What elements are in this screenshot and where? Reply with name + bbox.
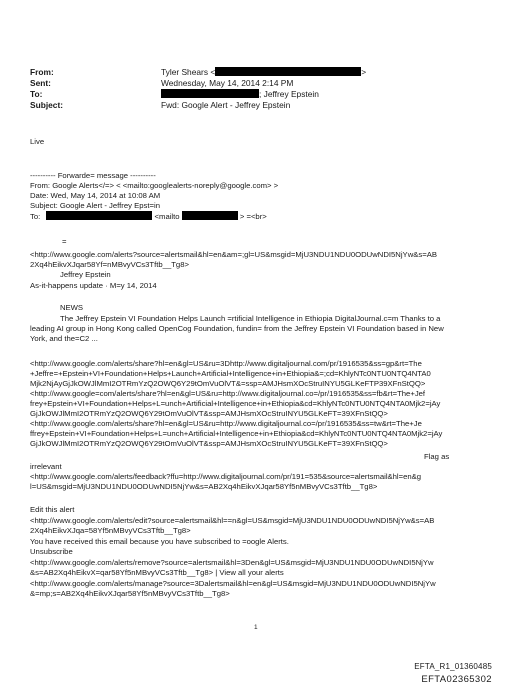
- share-link-cont[interactable]: frey+Epstein+VI+Foundation+Helps+L=unch+Artificial+Intelligence+in+Ethiopia&cd=KhlyNTc0NTU0NTQ4NTA0Mjk2=jAy: [30, 399, 441, 408]
- redaction-block: [215, 67, 361, 76]
- redaction-block: [182, 211, 238, 220]
- edit-link-cont[interactable]: 2Xq4hEikvXJqa=58Yf5nMBvyVCs3Tftb__Tg8>: [30, 526, 191, 535]
- share-link[interactable]: <http://www.google.com/alerts/share?hl=en&gl=US&ru=3Dhttp://www.digitaljournal.com/pr/1916535&ss=gp&rt=The: [30, 359, 422, 368]
- page-number: 1: [254, 624, 258, 631]
- subject-label: Subject:: [30, 100, 64, 110]
- to-value: ; Jeffrey Epstein: [259, 89, 319, 99]
- unsubscribe-label[interactable]: Unsubscribe: [30, 547, 73, 556]
- edit-alert-label[interactable]: Edit this alert: [30, 505, 75, 514]
- irrelevant-link[interactable]: irrelevant: [30, 462, 62, 471]
- share-link-cont[interactable]: ffrey+Epstein+VI+Foundation+Helps+L=unch+Artificial+Intelligence+in+Ethiopia&cd=KhlyNTc0NTU0NTQ4NTA0Mjk2=jAy: [30, 429, 443, 438]
- edit-link[interactable]: <http://www.google.com/alerts/edit?source=alertsmail&hl==n&gl=US&msgid=MjU3NDU1NDU0ODUwNDI5NjYw&s=AB: [30, 516, 435, 525]
- forward-separator: ---------- Forwarde= message ----------: [30, 171, 156, 180]
- news-label: NEWS: [60, 303, 84, 312]
- redaction-block: [161, 89, 259, 98]
- manage-link-cont[interactable]: &=mp;s=AB2Xq4hEikvXJqar58Yf5nMBvyVCs3Tftb__Tg8>: [30, 589, 230, 598]
- forward-from: From: Google Alerts</=> < <mailto:googlealerts-noreply@google.com> >: [30, 181, 279, 190]
- from-label: From:: [30, 67, 54, 77]
- news-snippet-end: York, and the=C2 ...: [30, 334, 98, 343]
- flag-as-link[interactable]: Flag as: [424, 452, 450, 461]
- forward-to: To: <mailto > =<br>: [30, 212, 267, 221]
- equals-mark: =: [62, 237, 67, 246]
- sent-value: Wednesday, May 14, 2014 2:14 PM: [161, 78, 294, 88]
- alert-name: Jeffrey Epstein: [60, 270, 111, 279]
- sent-label: Sent:: [30, 78, 51, 88]
- share-link[interactable]: <http://www.google.com/alerts/share?hl=en&gl=US&ru=http://www.digitaljournal.co=/pr/1916535&ss=tw&rt=The+Je: [30, 419, 422, 428]
- share-link-cont[interactable]: Mjk2NjAyGjJkOWJlMmI2OTRmYzQ2OWQ6Y29tOmVuOlVT&=ssp=AMJHsmXOcStruINYU5GLKeFTP39XFnStQQ>: [30, 379, 426, 388]
- feedback-link[interactable]: <http://www.google.com/alerts/feedback?ffu=http://www.digitaljournal.com/pr/191=535&source=alertsmail&hl=en&g: [30, 472, 422, 481]
- remove-link-cont[interactable]: &s=AB2Xq4hEikvX=qar58Yf5nMBvyVCs3Tftb__Tg8> | View all your alerts: [30, 568, 284, 577]
- subscription-notice: You have received this email because you have subscribed to =oogle Alerts.: [30, 537, 289, 546]
- share-link-cont[interactable]: GjJkOWJlMmI2OTRmYzQ2OWQ6Y29tOmVuOlVT&ssp=AMJHsmXOcStruINYU5GLKeFT=39XFnStQQ>: [30, 409, 388, 418]
- greeting: Live: [30, 137, 45, 146]
- from-close: >: [361, 67, 367, 77]
- share-link-cont[interactable]: +Jeffre=+Epstein+VI+Foundation+Helps+Launch+Artificial+Intelligence+in+Ethiopia&=;cd=KhlyNTc0NTU0NTQ4NTA0: [30, 369, 431, 378]
- alert-link[interactable]: <http://www.google.com/alerts?source=alertsmail&hl=en&am=;gl=US&msgid=MjU3NDU1NDU0ODUwNDI5NjYw&s=AB: [30, 250, 437, 259]
- share-link-cont[interactable]: GjJkOWJlMmI2OTRmYzQ2OWQ6Y29tOmVuOlVT&ssp=AMJHsmXOcStruINYU5GLKeFT=39XFnStQQ>: [30, 439, 388, 448]
- news-headline[interactable]: The Jeffrey Epstein VI Foundation Helps Launch =rtificial Intelligence in Ethiopia DigitalJournal.c=m Thanks to a: [60, 314, 441, 323]
- news-snippet: leading AI group in Hong Kong called OpenCog Foundation, fundin= from the Jeffrey Epstein VI Foundation based in New: [30, 324, 444, 333]
- remove-link[interactable]: <http://www.google.com/alerts/remove?source=alertsmail&hl=3Den&gl=US&msgid=MjU3NDU1NDU0ODUwNDI5NjYw: [30, 558, 434, 567]
- feedback-link-cont[interactable]: l=US&msgid=MjU3NDU1NDU0ODUwNDI5NjYw&s=AB2Xq4hEikvXJqar58Yf5nMBvyVCs3Tftb__Tg8>: [30, 482, 378, 491]
- subject-value: Fwd: Google Alert - Jeffrey Epstein: [161, 100, 291, 110]
- bates-number-secondary: EFTA02365302: [421, 674, 492, 685]
- manage-link[interactable]: <http://www.google.com/alerts/manage?source=3Dalertsmail&hl=en&gl=US&msgid=MjU3NDU1NDU0ODUwNDI5NjYw: [30, 579, 436, 588]
- redaction-block: [46, 211, 152, 220]
- alert-update: As-it-happens update · M=y 14, 2014: [30, 281, 157, 290]
- forward-date: Date: Wed, May 14, 2014 at 10:08 AM: [30, 191, 161, 200]
- to-label: To:: [30, 89, 43, 99]
- alert-link-cont[interactable]: 2Xq4hEikvXJqar58Yf=nMBvyVCs3Tftb__Tg8>: [30, 260, 189, 269]
- share-link[interactable]: <http://www.google=com/alerts/share?hl=en&gl=US&ru=http://www.digitaljournal.co=/pr/1916535&ss=fb&rt=The+Jef: [30, 389, 426, 398]
- forward-subject: Subject: Google Alert - Jeffrey Epst=in: [30, 201, 160, 210]
- bates-number-primary: EFTA_R1_01360485: [414, 662, 492, 671]
- from-value: Tyler Shears <: [161, 67, 216, 77]
